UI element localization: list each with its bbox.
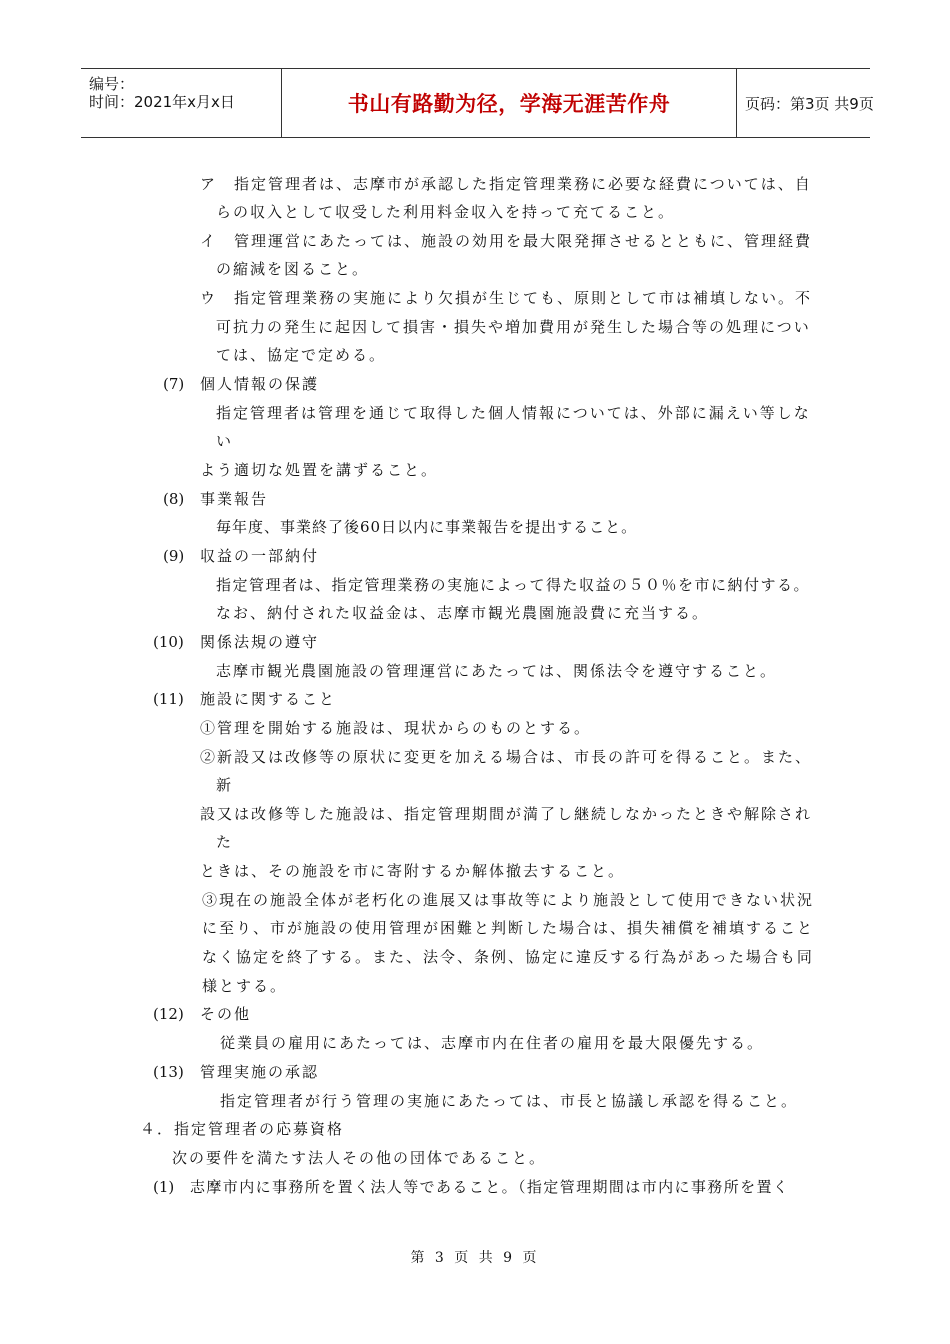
section-heading: 関係法規の遵守 [200, 633, 320, 651]
chapter-heading: ４．指定管理者の応募資格 [140, 1120, 345, 1138]
body-line: なく協定を終了する。また、法令、条例、協定に違反する行為があった場合も同 [202, 948, 814, 966]
section-number: (1) [153, 1178, 175, 1196]
body-line: 毎年度、事業終了後60日以内に事業報告を提出すること。 [216, 518, 638, 536]
section-heading: 個人情報の保護 [200, 375, 320, 393]
body-line: 従業員の雇用にあたっては、志摩市内在住者の雇用を最大限優先する。 [220, 1034, 765, 1052]
body-line: 次の要件を満たす法人その他の団体であること。 [172, 1149, 547, 1167]
body-line: 指定管理者が行う管理の実施にあたっては、市長と協議し承認を得ること。 [220, 1092, 799, 1110]
body-line: ときは、その施設を市に寄附するか解体撤去すること。 [200, 862, 626, 880]
section-number: (9) [163, 547, 185, 565]
page-footer: 第 3 页 共 9 页 [410, 1250, 540, 1266]
body-line: ②新設又は改修等の原状に変更を加える場合は、市長の許可を得ること。また、 [200, 748, 813, 766]
motto-cell [281, 69, 737, 137]
body-line: に至り、市が施設の使用管理が困難と判断した場合は、損失補償を補填すること [202, 919, 815, 937]
body-line: ては、協定で定める。 [216, 346, 387, 364]
section-number: (7) [163, 375, 185, 393]
body-line: ア 指定管理者は、志摩市が承認した指定管理業務に必要な経費については、自 [200, 175, 812, 193]
section-heading: その他 [200, 1005, 252, 1023]
page-info-text: 页码：第3页 共9页 [745, 94, 874, 113]
body-line: 様とする。 [202, 977, 288, 995]
body-line: ①管理を開始する施設は、現状からのものとする。 [200, 719, 592, 737]
section-number: (8) [163, 490, 185, 508]
section-heading: 管理実施の承認 [200, 1063, 320, 1081]
body-line: らの収入として収受した利用料金収入を持って充てること。 [216, 203, 676, 221]
body-line: 指定管理者は、指定管理業務の実施によって得た収益の５０％を市に納付する。 [216, 576, 811, 594]
motto-text: 书山有路勤为径，学海无涯苦作舟 [347, 92, 671, 116]
body-line: よう適切な処置を講ずること。 [200, 461, 439, 479]
body-line: 志摩市観光農園施設の管理運営にあたっては、関係法令を遵守すること。 [216, 662, 778, 680]
section-heading: 収益の一部納付 [200, 547, 320, 565]
body-line: イ 管理運営にあたっては、施設の効用を最大限発揮させるとともに、管理経費 [200, 232, 813, 250]
header-meta-cell [81, 69, 281, 137]
header-table [81, 68, 874, 138]
section-number: (12) [153, 1005, 184, 1023]
body-line: 設又は改修等した施設は、指定管理期間が満了し継続しなかったときや解除され [200, 805, 813, 823]
body-line: 新 [216, 776, 234, 794]
number-label: 编号： [89, 75, 135, 93]
body-line: 志摩市内に事務所を置く法人等であること。（指定管理期間は市内に事務所を置く [190, 1178, 790, 1196]
section-number: (10) [153, 633, 184, 651]
time-label: 时间：2021年x月x日 [89, 93, 235, 111]
body-line: の縮減を図ること。 [216, 260, 370, 278]
body-line: い [216, 432, 234, 450]
body-line: なお、納付された収益金は、志摩市観光農園施設費に充当する。 [216, 604, 710, 622]
section-heading: 施設に関すること [200, 690, 337, 708]
body-line: ウ 指定管理業務の実施により欠損が生じても、原則として市は補填しない。不 [200, 289, 813, 307]
body-line: た [216, 833, 234, 851]
section-number: (13) [153, 1063, 184, 1081]
body-line: ③現在の施設全体が老朽化の進展又は事故等により施設として使用できない状況 [202, 891, 815, 909]
section-heading: 事業報告 [200, 490, 269, 508]
page-info-cell [737, 69, 878, 137]
body-line: 可抗力の発生に起因して損害・損失や増加費用が発生した場合等の処理につい [216, 318, 811, 336]
section-number: (11) [153, 690, 184, 708]
body-line: 指定管理者は管理を通じて取得した個人情報については、外部に漏えい等しな [216, 404, 811, 422]
